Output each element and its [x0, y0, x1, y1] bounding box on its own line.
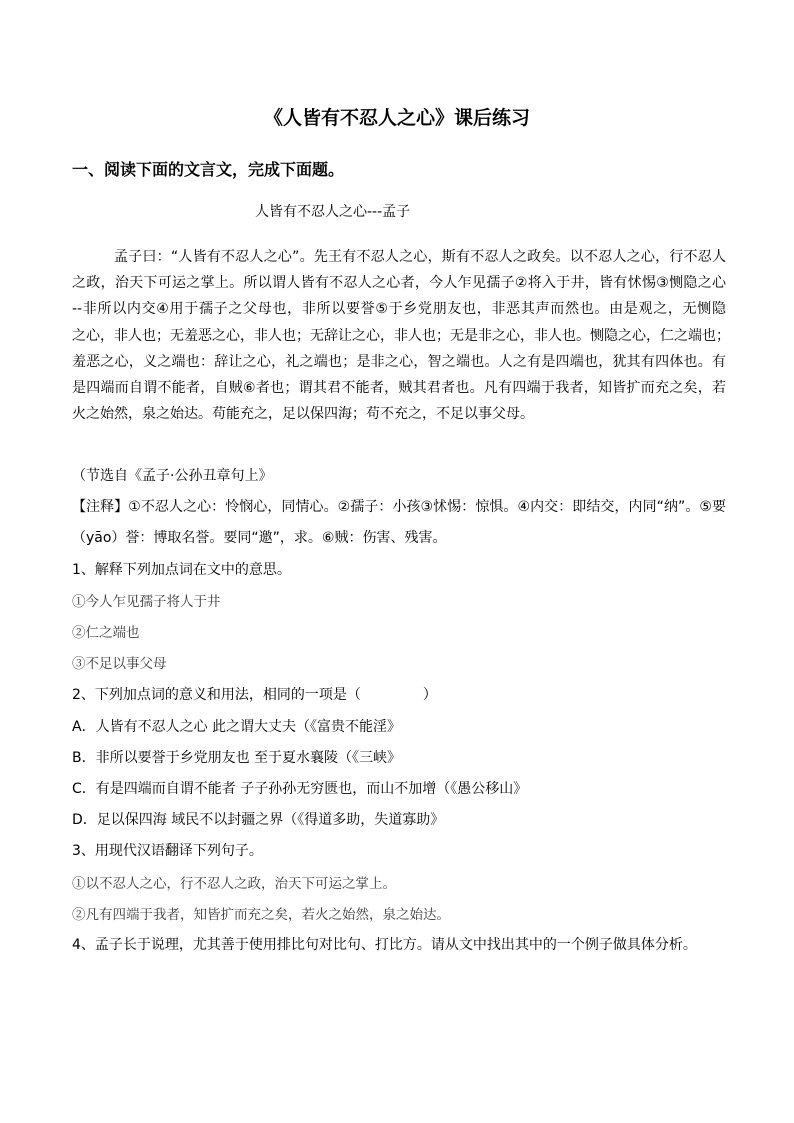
page-title: 《人皆有不忍人之心》课后练习	[263, 107, 530, 129]
question-2-option-d: D．足以保四海 域民不以封疆之界（《得道多助，失道寡助》	[72, 812, 445, 828]
question-3-item: ①以不忍人之心，行不忍人之政，治天下可运之掌上。	[72, 876, 396, 892]
passage-title: 人皆有不忍人之心---孟子	[255, 204, 411, 220]
section-heading: 一、阅读下面的文言文，完成下面题。	[72, 160, 345, 179]
notes-line: 【注释】①不忍人之心：怜悯心，同情心。②孺子：小孩③怵惕：惊惧。④内交：即结交，内同“纳”。⑤要	[72, 499, 726, 515]
question-1-stem: 1、解释下列加点词在文中的意思。	[72, 562, 291, 578]
passage-line: 是四端而自谓不能者，自贼⑥者也；谓其君不能者，贼其君者也。凡有四端于我者，知皆扩而充之矣，若	[72, 380, 726, 397]
question-3-item: ②凡有四端于我者，知皆扩而充之矣，若火之始然，泉之始达。	[72, 907, 450, 923]
question-2-stem-close: ）	[422, 687, 437, 703]
source-note: （节选自《孟子·公孙丑章句上》	[72, 468, 273, 484]
passage-text	[72, 244, 730, 427]
question-2-stem-text: 2、下列加点词的意义和用法，相同的一项是（	[72, 687, 361, 703]
question-1-item: ③不足以事父母	[72, 656, 167, 672]
question-2-option-a: A．人皆有不忍人之心 此之谓大丈夫（《富贵不能淫》	[72, 719, 402, 735]
passage-line: 孟子曰：“人皆有不忍人之心”。先王有不忍人之心，斯有不忍人之政矣。以不忍人之心，行不忍人	[114, 249, 726, 265]
question-2-stem	[72, 684, 437, 704]
passage-line: 羞恶之心，义之端也：辞让之心，礼之端也；是非之心，智之端也。人之有是四端也，犹其有四体也。有	[72, 353, 726, 370]
question-4-stem: 4、孟子长于说理，尤其善于使用排比句对比句、打比方。请从文中找出其中的一个例子做具体分析。	[72, 937, 697, 953]
question-2-option-c: C．有是四端而自谓不能者 子子孙孙无穷匮也，而山不加增（《愚公移山》	[72, 781, 528, 797]
passage-line: 之心，非人也；无羞恶之心，非人也；无辞让之心，非人也；无是非之心，非人也。恻隐之心，仁之端也；	[72, 327, 730, 344]
passage-line: --非所以内交④用于孺子之父母也，非所以要誉⑤于乡党朋友也，非恶其声而然也。由是观之，无恻隐	[72, 301, 726, 318]
question-1-item: ①今人乍见孺子将人于井	[72, 594, 221, 610]
question-3-stem: 3、用现代汉语翻译下列句子。	[72, 843, 263, 859]
notes-line: （yāo）誉：博取名誉。要同“邀”，求。⑥贼：伤害、残害。	[72, 530, 447, 546]
passage-line: 火之始然，泉之始达。苟能充之，足以保四海；苟不充之，不足以事父母。	[72, 406, 534, 423]
question-2-option-b: B．非所以要誉于乡党朋友也 至于夏水襄陵（《三峡》	[72, 750, 402, 766]
passage-line: 之政，治天下可运之掌上。所以谓人皆有不忍人之心者，今人乍见孺子②将入于井，皆有怵惕③恻隐之心	[72, 275, 726, 292]
question-1-item: ②仁之端也	[72, 625, 140, 641]
